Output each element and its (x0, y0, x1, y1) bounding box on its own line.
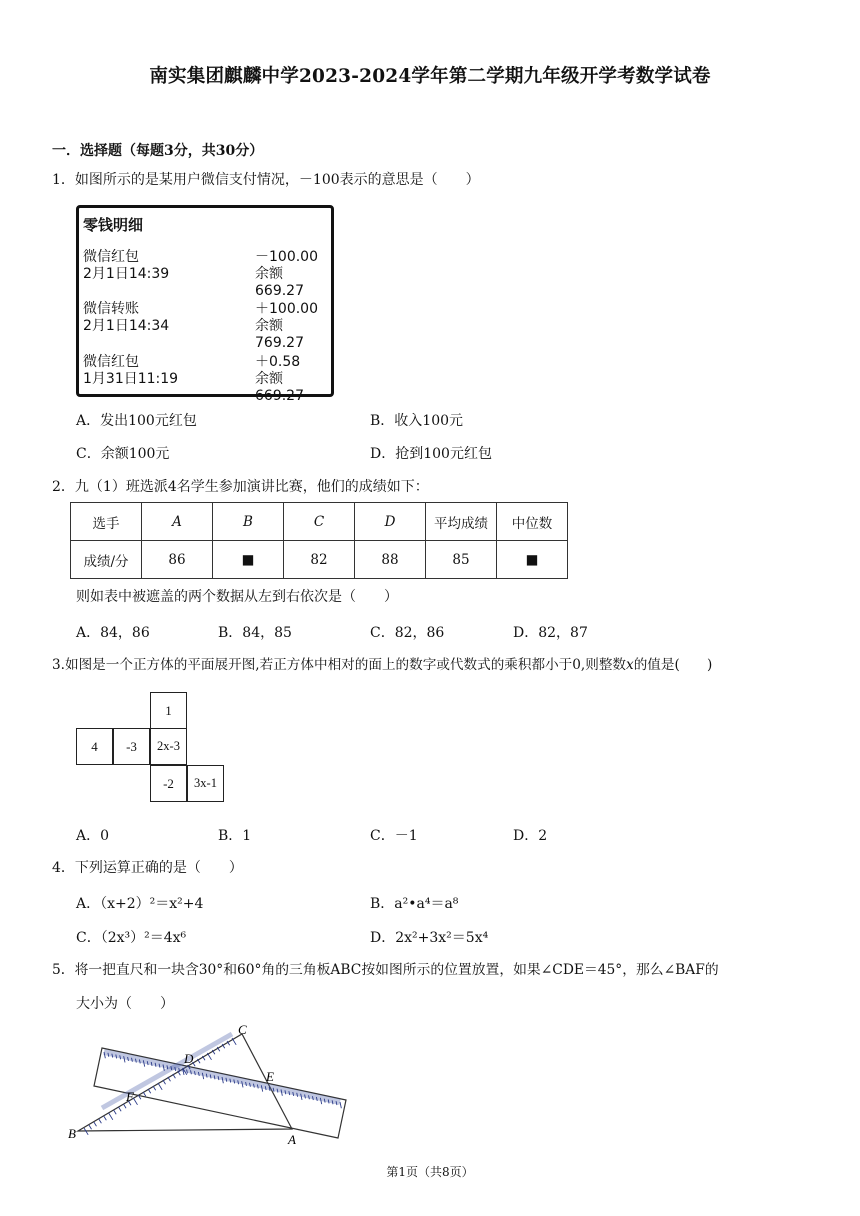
tick-mark (148, 1089, 151, 1093)
net-cell-left-2: -3 (113, 728, 150, 765)
question-5-stem-cont: 大小为（ ） (76, 996, 174, 1012)
tick-mark (143, 1092, 146, 1096)
tick-mark (123, 1104, 126, 1108)
table-header-cell: 中位数 (497, 503, 568, 541)
table-cell: 85 (426, 541, 497, 579)
q2-option-d: D．82，87 (513, 625, 588, 641)
wallet-row-balance: 余额669.27 (255, 371, 304, 404)
tick-mark (119, 1107, 122, 1111)
page-footer: 第1页（共8页） (386, 1165, 474, 1179)
q4-option-a: A．（x+2）²＝x²+4 (76, 896, 204, 912)
wallet-row-amount: ＋100.00 (255, 301, 318, 317)
tick-mark (104, 1116, 107, 1120)
q1-option-c: C．余额100元 (76, 446, 170, 462)
q3-option-b: B．1 (218, 828, 252, 844)
q3-option-a: A．0 (76, 828, 110, 844)
table-header-cell: 选手 (71, 503, 142, 541)
table-cell: 成绩/分 (71, 541, 142, 579)
wallet-row-name: 微信转账 (83, 301, 139, 317)
q3-stem-text-end: 的值是( ) (633, 657, 713, 673)
exam-title: 南实集团麒麟中学2023-2024学年第二学期九年级开学考数学试卷 (149, 66, 711, 87)
ruler-scale-ticks (102, 1034, 340, 1108)
wallet-row-name: 微信红包 (83, 354, 139, 370)
question-1-stem: 1．如图所示的是某用户微信支付情况，－100表示的意思是（ ） (52, 172, 480, 188)
table-header-cell: B (213, 503, 284, 541)
label-f: F (126, 1089, 134, 1104)
tick-mark (207, 1053, 211, 1060)
table-cell: 86 (142, 541, 213, 579)
wallet-row-amount: －100.00 (255, 249, 318, 265)
table-cell: 82 (284, 541, 355, 579)
q2-option-b: B．84，85 (218, 625, 292, 641)
table-header-cell: A (142, 503, 213, 541)
wallet-row-time: 2月1日14:34 (83, 318, 170, 334)
tick-mark (99, 1119, 102, 1123)
q1-option-d: D．抢到100元红包 (370, 446, 492, 462)
q2-option-c: C．82，86 (370, 625, 445, 641)
q3-stem-text: 3.如图是一个正方体的平面展开图,若正方体中相对的面上的数字或代数式的乘积都小于0,则整数 (52, 657, 627, 673)
tick-mark (109, 1113, 113, 1120)
tick-mark (94, 1122, 97, 1126)
q1-option-a: A．发出100元红包 (76, 413, 197, 429)
wallet-row-balance: 余额769.27 (255, 318, 304, 351)
table-header-cell: C (284, 503, 355, 541)
q3-variable: x (626, 657, 634, 673)
tick-mark (114, 1110, 117, 1114)
net-cell-top: 1 (150, 692, 187, 729)
table-cell: 88 (355, 541, 426, 579)
wallet-row-name: 微信红包 (83, 249, 139, 265)
label-a: A (288, 1132, 296, 1147)
wallet-row-time: 1月31日11:19 (83, 371, 179, 387)
net-cell-right: 3x-1 (187, 765, 224, 802)
tick-mark (340, 1102, 341, 1108)
question-2-stem: 2．九（1）班选派4名学生参加演讲比赛，他们的成绩如下： (52, 479, 429, 495)
q3-option-c: C．－1 (370, 828, 418, 844)
label-c: C (238, 1022, 247, 1037)
net-cell-bottom: -2 (150, 765, 187, 802)
table-header-cell: D (355, 503, 426, 541)
wallet-title: 零钱明细 (83, 216, 144, 234)
tick-mark (158, 1083, 162, 1090)
label-d: D (184, 1051, 194, 1066)
q3-option-d: D．2 (513, 828, 548, 844)
q4-option-d: D．2x²+3x²＝5x⁴ (370, 930, 489, 946)
wallet-row-time: 2月1日14:39 (83, 266, 170, 282)
question-4-stem: 4．下列运算正确的是（ ） (52, 860, 243, 876)
label-b: B (68, 1126, 76, 1141)
table-cell: ■ (497, 541, 568, 579)
q1-option-b: B．收入100元 (370, 413, 464, 429)
tick-mark (153, 1086, 156, 1090)
q2-option-a: A．84，86 (76, 625, 150, 641)
wallet-row-balance: 余额669.27 (255, 266, 304, 299)
question-2-followup: 则如表中被遮盖的两个数据从左到右依次是（ ） (76, 589, 398, 605)
net-cell-center: 2x-3 (150, 728, 187, 765)
question-5-stem: 5．将一把直尺和一块含30°和60°角的三角板ABC按如图所示的位置放置，如果∠CDE＝45°，那么∠BAF的 (52, 962, 719, 978)
label-e: E (266, 1069, 274, 1084)
q4-option-c: C．（2x³）²＝4x⁶ (76, 930, 187, 946)
tick-mark (133, 1098, 137, 1105)
wallet-row-amount: ＋0.58 (255, 354, 301, 370)
tick-mark (89, 1125, 92, 1129)
table-cell: ■ (213, 541, 284, 579)
section-heading: 一．选择题（每题3分，共30分） (52, 143, 264, 159)
table-header-cell: 平均成绩 (426, 503, 497, 541)
q4-option-b: B．a²•a⁴＝a⁸ (370, 896, 459, 912)
net-cell-left: 4 (76, 728, 113, 765)
